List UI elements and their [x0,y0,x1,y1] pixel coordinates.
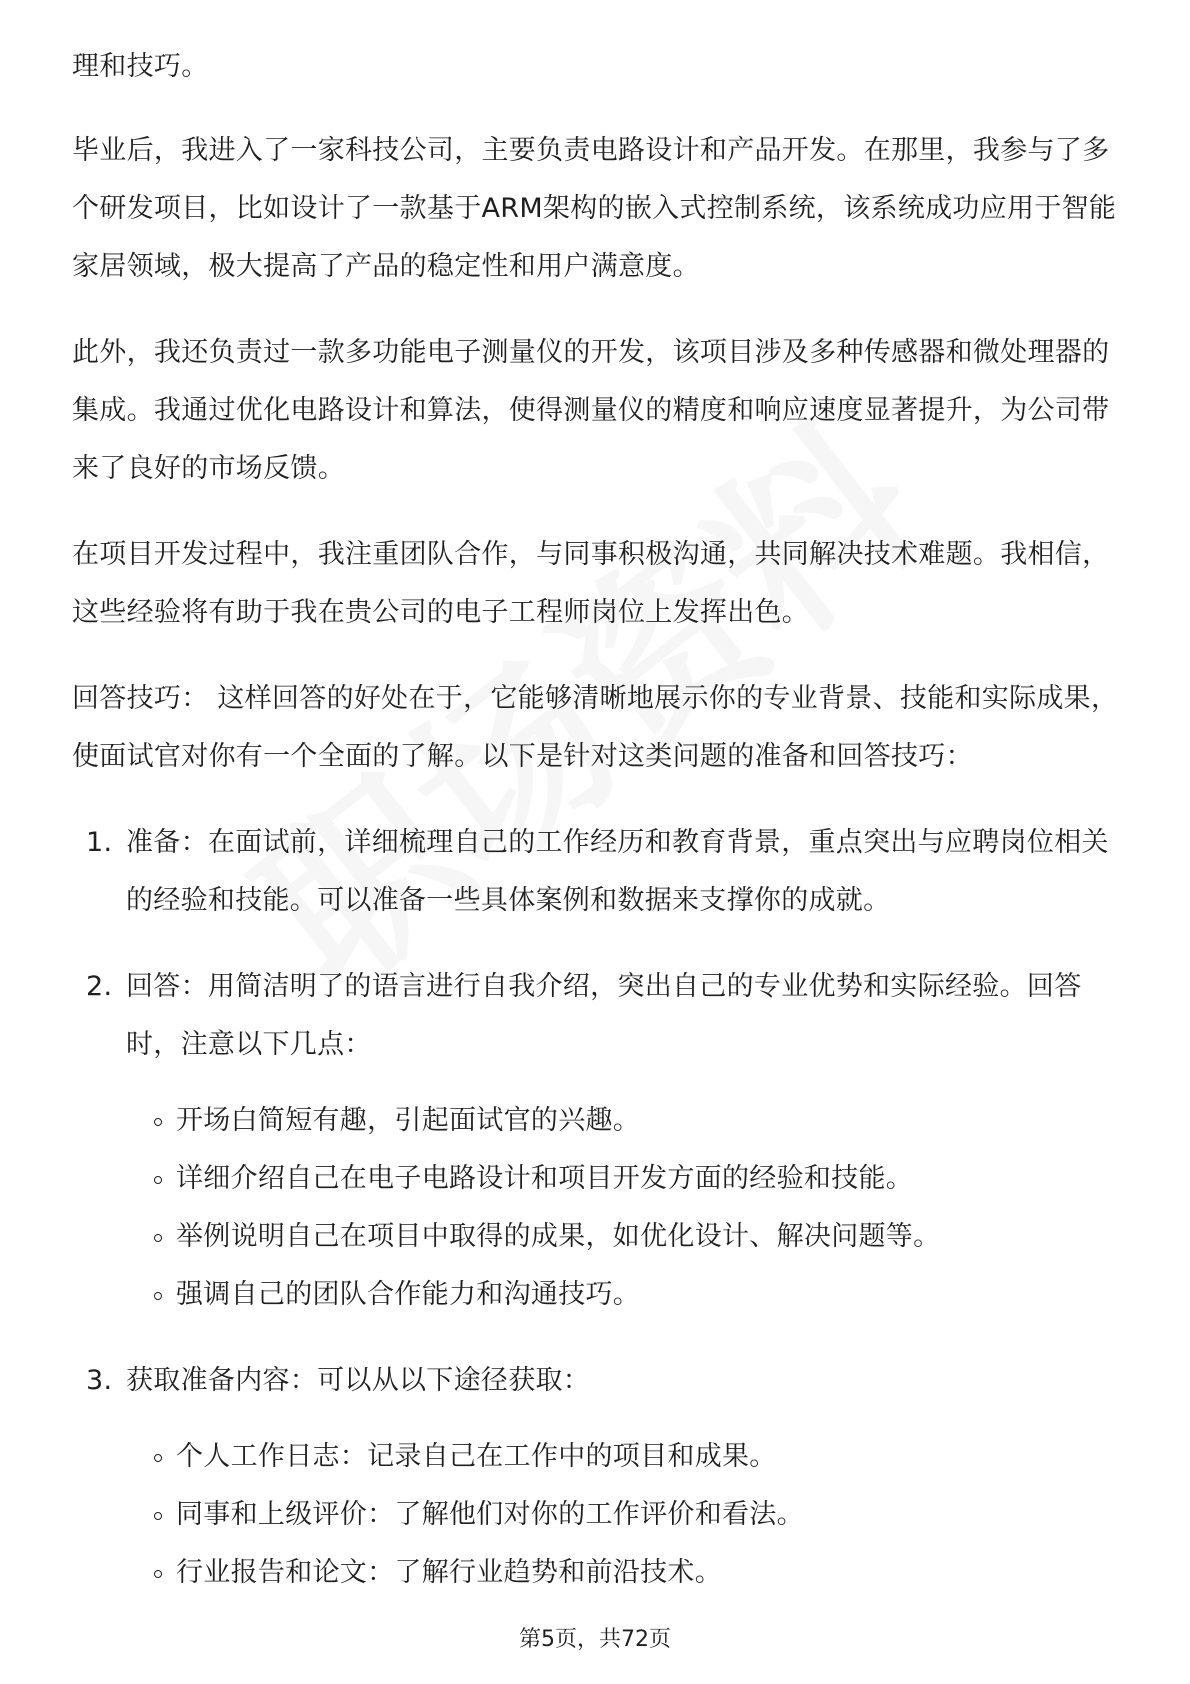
bullet-circle-icon [154,1570,162,1578]
bullet-circle-icon [154,1512,162,1520]
sub-list-item: 举例说明自己在项目中取得的成果，如优化设计、解决问题等。 [126,1208,1128,1266]
paragraph-work-experience: 毕业后，我进入了一家科技公司，主要负责电路设计和产品开发。在那里，我参与了多个研发项目，比如设计了一款基于ARM架构的嵌入式控制系统，该系统成功应用于智能家居领域，极大提高了产品的稳定性和用户满意度。 [72,135,1117,282]
paragraph-teamwork: 在项目开发过程中，我注重团队合作，与同事积极沟通，共同解决技术难题。我相信，这些经验将有助于我在贵公司的电子工程师岗位上发挥出色。 [72,539,1110,628]
sub-list [126,1092,1128,1324]
bullet-circle-icon [154,1118,162,1126]
sub-list-item: 开场白简短有趣，引起面试官的兴趣。 [126,1092,1128,1150]
list-item [72,814,1128,930]
list-item [72,1352,1128,1602]
bullet-circle-icon [154,1454,162,1462]
tips-list [72,814,1128,1602]
paragraph-measurement-project: 此外，我还负责过一款多功能电子测量仪的开发，该项目涉及多种传感器和微处理器的集成。我通过优化电路设计和算法，使得测量仪的精度和响应速度显著提升，为公司带来了良好的市场反馈。 [72,337,1110,484]
list-number: 2. [86,971,113,1002]
sub-list-item: 个人工作日志：记录自己在工作中的项目和成果。 [126,1428,1128,1486]
list-item-text: 回答：用简洁明了的语言进行自我介绍，突出自己的专业优势和实际经验。回答时，注意以下几点： [126,971,1082,1060]
page-number-footer: 第5页，共72页 [519,1627,671,1652]
document-body [72,38,1128,1630]
sub-list-item: 行业报告和论文：了解行业趋势和前沿技术。 [126,1544,1128,1602]
sub-list-item: 强调自己的团队合作能力和沟通技巧。 [126,1266,1128,1324]
sub-list-item: 详细介绍自己在电子电路设计和项目开发方面的经验和技能。 [126,1150,1128,1208]
sub-list [126,1428,1128,1602]
bullet-circle-icon [154,1176,162,1184]
list-number: 1. [86,827,113,858]
list-item [72,958,1128,1324]
bullet-circle-icon [154,1292,162,1300]
sub-list-item: 同事和上级评价：了解他们对你的工作评价和看法。 [126,1486,1128,1544]
list-item-text: 准备：在面试前，详细梳理自己的工作经历和教育背景，重点突出与应聘岗位相关的经验和技能。可以准备一些具体案例和数据来支撑你的成就。 [126,827,1109,916]
list-item-text: 获取准备内容：可以从以下途径获取： [126,1365,591,1396]
paragraph-answer-tips: 回答技巧： 这样回答的好处在于，它能够清晰地展示你的专业背景、技能和实际成果，使面试官对你有一个全面的了解。以下是针对这类问题的准备和回答技巧： [72,683,1119,772]
paragraph-continuation: 理和技巧。 [72,51,209,82]
bullet-circle-icon [154,1234,162,1242]
list-number: 3. [86,1365,113,1396]
